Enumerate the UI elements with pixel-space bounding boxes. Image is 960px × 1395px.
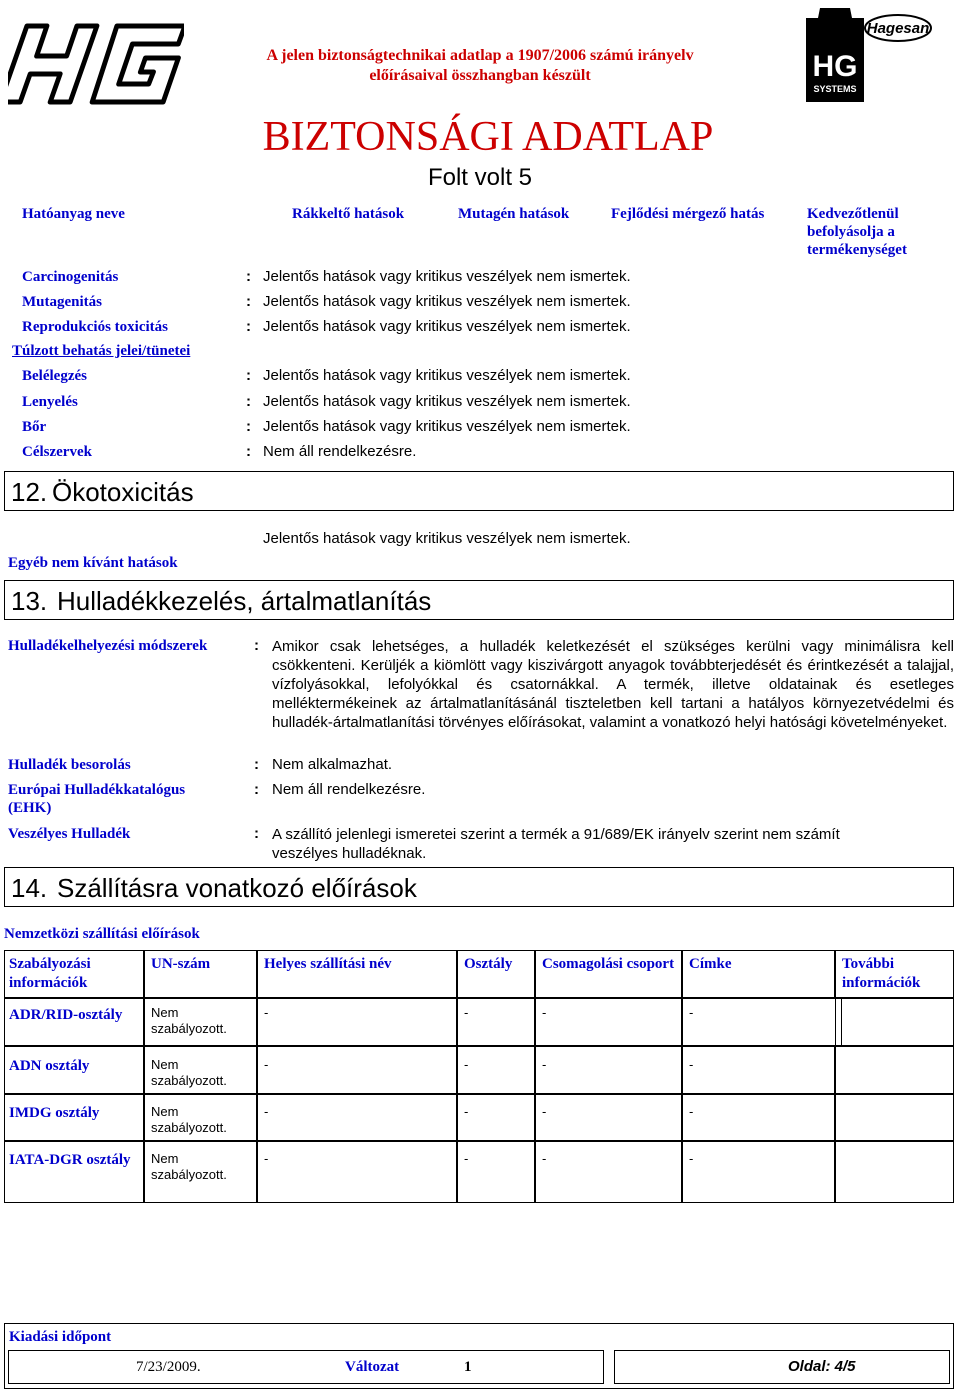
tr-class-1: - <box>457 1046 535 1094</box>
regulation-note-line1: A jelen biztonságtechnikai adatlap a 1907/2006 számú irányelv <box>266 47 694 64</box>
waste-colon-3: : <box>254 825 259 842</box>
section-13-number: 13. <box>11 586 48 616</box>
overexp-label-1: Lenyelés <box>22 394 78 410</box>
waste-colon-1: : <box>254 756 259 773</box>
other-effects-value: Jelentős hatások vagy kritikus veszélyek nem ismertek. <box>263 530 631 547</box>
th-szabalyozasi: Szabályozási információk <box>4 950 144 998</box>
tox-label-2: Reprodukciós toxicitás <box>22 319 168 335</box>
col-fejlodesi: Fejlődési mérgező hatás <box>611 206 765 222</box>
tr-reg-1: ADN osztály <box>4 1046 144 1094</box>
waste-colon-0: : <box>254 637 259 654</box>
page-number: Oldal: 4/5 <box>788 1358 856 1375</box>
footer-page-box <box>614 1350 950 1384</box>
tr-group-3: - <box>535 1141 682 1203</box>
tr-reg-0: ADR/RID-osztály <box>4 998 144 1046</box>
document-title: BIZTONSÁGI ADATLAP <box>262 114 714 160</box>
brand-logo-main: HG <box>812 50 858 83</box>
version-label: Változat <box>345 1359 400 1375</box>
overexposure-heading: Túlzott behatás jelei/tünetei <box>12 343 191 359</box>
overexp-label-3: Célszervek <box>22 444 92 460</box>
product-name: Folt volt 5 <box>427 164 533 191</box>
col-mutagen: Mutagén hatások <box>458 206 570 222</box>
waste-label-3: Veszélyes Hulladék <box>8 826 131 842</box>
th-un-szam: UN-szám <box>144 950 257 998</box>
tr-group-1: - <box>535 1046 682 1094</box>
col-hatoanyag: Hatóanyag neve <box>22 206 125 222</box>
overexp-value-2: Jelentős hatások vagy kritikus veszélyek nem ismertek. <box>263 418 631 435</box>
tr-name-0: - <box>257 998 457 1046</box>
col-kedvezotlenul: Kedvezőtlenül befolyásolja a termékenységet <box>807 206 907 258</box>
tr-info-3 <box>835 1141 954 1203</box>
tr-label-3: - <box>682 1141 835 1203</box>
section-13-title: Hulladékkezelés, ártalmatlanítás <box>57 586 432 616</box>
section-14-header <box>4 867 954 907</box>
issue-date-label: Kiadási időpont <box>9 1329 112 1345</box>
hg-logo-graphic <box>8 18 184 108</box>
hagesan-logo <box>802 4 934 102</box>
tr-name-3: - <box>257 1141 457 1203</box>
overexp-label-2: Bőr <box>22 419 47 435</box>
tr-label-0: - <box>682 998 842 1046</box>
tox-value-2: Jelentős hatások vagy kritikus veszélyek nem ismertek. <box>263 318 631 335</box>
waste-value-0: Amikor csak lehetséges, a hulladék keletkezését el szükséges kerülni vagy minimálisra kell csökkenteni. Kerüljék a kiömlött vagy kiszivárgott anyagok továbbterjedését és érintkezését a talajjal, vízfolyásokkal, lefolyókkal és csatornákkal. A termék, illetve oldatainak és esetleges melléktermékeinek az ártalmatlanításánál tiszteletben kell tartani a hatályos környezetvédelmi és hulladék-ártalmatlanítási törvényes előírásokat, valamint a vonatkozó helyi hatósági követelményeket. <box>272 638 954 731</box>
waste-value-3: A szállító jelenlegi ismeretei szerint a termék a 91/689/EK irányelv szerint nem számít veszélyes hulladéknak. <box>272 826 840 862</box>
section-12-header <box>4 471 954 511</box>
tr-name-1: - <box>257 1046 457 1094</box>
th-cimke: Címke <box>682 950 835 998</box>
intl-transport-label: Nemzetközi szállítási előírások <box>4 926 200 942</box>
col-rakkelto: Rákkeltő hatások <box>292 206 405 222</box>
version-value: 1 <box>464 1359 472 1375</box>
tr-reg-3: IATA-DGR osztály <box>4 1141 144 1203</box>
overexp-value-1: Jelentős hatások vagy kritikus veszélyek nem ismertek. <box>263 393 631 410</box>
waste-label-1: Hulladék besorolás <box>8 757 131 773</box>
regulation-note-line2: előírásaival összhangban készült <box>369 67 591 84</box>
overexp-label-0: Belélegzés <box>22 368 87 384</box>
tox-value-1: Jelentős hatások vagy kritikus veszélyek nem ismertek. <box>263 293 631 310</box>
overexp-colon-2: : <box>246 418 251 435</box>
tr-class-2: - <box>457 1094 535 1141</box>
overexp-value-0: Jelentős hatások vagy kritikus veszélyek nem ismertek. <box>263 367 631 384</box>
tr-info-0 <box>835 998 954 1046</box>
tox-colon-2: : <box>246 318 251 335</box>
tr-group-0: - <box>535 998 682 1046</box>
waste-label-0: Hulladékelhelyezési módszerek <box>8 638 208 654</box>
overexp-colon-3: : <box>246 443 251 460</box>
tr-name-2: - <box>257 1094 457 1141</box>
waste-value-1: Nem alkalmazhat. <box>272 756 393 773</box>
tox-label-0: Carcinogenitás <box>22 269 119 285</box>
tr-group-2: - <box>535 1094 682 1141</box>
tr-info-2 <box>835 1094 954 1141</box>
waste-value-2: Nem áll rendelkezésre. <box>272 781 426 798</box>
brand-logo-top: Hagesan <box>866 20 930 37</box>
waste-colon-2: : <box>254 781 259 798</box>
waste-label-2: Európai Hulladékkatalógus (EHK) <box>8 782 186 816</box>
tox-colon-1: : <box>246 293 251 310</box>
tr-un-1: Nem szabályozott. <box>144 1046 257 1094</box>
overexp-colon-1: : <box>246 393 251 410</box>
section-12-title: Ökotoxicitás <box>52 477 194 507</box>
th-helyes-nev: Helyes szállítási név <box>257 950 457 998</box>
hg-logo <box>8 18 184 108</box>
section-12-number: 12. <box>11 477 48 507</box>
other-effects-label: Egyéb nem kívánt hatások <box>8 555 178 571</box>
section-13-header <box>4 580 954 620</box>
brand-logo-sub: SYSTEMS <box>813 84 857 94</box>
tox-colon-0: : <box>246 268 251 285</box>
tr-label-2: - <box>682 1094 835 1141</box>
tr-un-3: Nem szabályozott. <box>144 1141 257 1203</box>
section-14-number: 14. <box>11 873 48 903</box>
tr-info-1 <box>835 1046 954 1094</box>
th-csomagolasi: Csomagolási csoport <box>535 950 682 998</box>
th-tovabbi: További információk <box>835 950 954 998</box>
tox-value-0: Jelentős hatások vagy kritikus veszélyek nem ismertek. <box>263 268 631 285</box>
issue-date-value: 7/23/2009. <box>136 1359 201 1375</box>
tox-label-1: Mutagenitás <box>22 294 102 310</box>
overexp-value-3: Nem áll rendelkezésre. <box>263 443 417 460</box>
tr-un-0: Nem szabályozott. <box>144 998 257 1046</box>
tr-label-1: - <box>682 1046 835 1094</box>
tr-class-3: - <box>457 1141 535 1203</box>
tr-reg-2: IMDG osztály <box>4 1094 144 1141</box>
tr-class-0: - <box>457 998 535 1046</box>
footer-date-box <box>8 1350 604 1384</box>
section-14-title: Szállításra vonatkozó előírások <box>57 873 417 903</box>
tr-un-2: Nem szabályozott. <box>144 1094 257 1141</box>
th-osztaly: Osztály <box>457 950 535 998</box>
overexp-colon-0: : <box>246 367 251 384</box>
